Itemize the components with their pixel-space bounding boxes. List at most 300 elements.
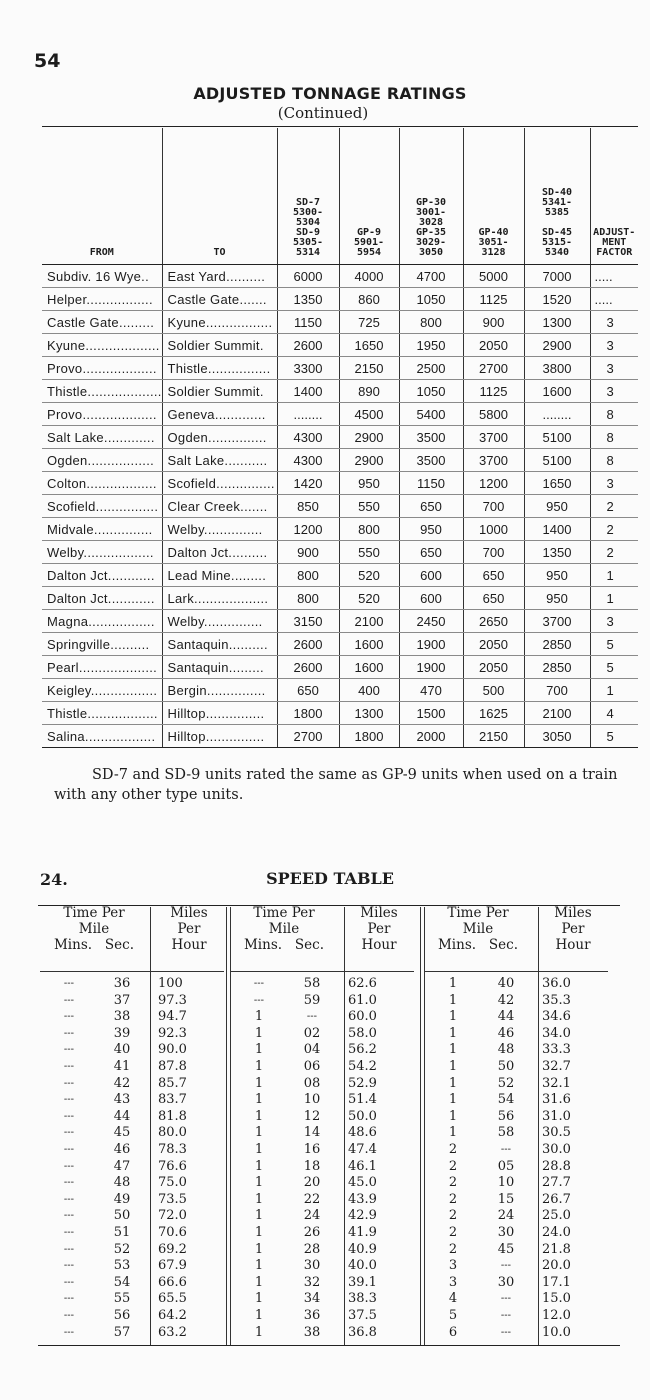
- cell-secs: 54: [113, 1274, 131, 1290]
- header-line: SD-40: [541, 187, 573, 198]
- cell-mins: 1: [448, 1125, 458, 1141]
- cell-mins: 4: [448, 1291, 458, 1307]
- cell-secs: 30: [303, 1258, 321, 1274]
- cell-sd7: 3150: [277, 610, 339, 633]
- cell-secs: 32: [303, 1274, 321, 1290]
- cell-secs: 54: [497, 1092, 515, 1108]
- cell-secs: 30: [497, 1274, 515, 1290]
- cell-gp30: 1150: [399, 472, 463, 495]
- cell-factor: .....: [590, 265, 638, 288]
- cell-secs: 50: [113, 1208, 131, 1224]
- cell-sd7: 6000: [277, 265, 339, 288]
- cell-sd40: 1650: [524, 472, 590, 495]
- cell-factor: 2: [590, 518, 638, 541]
- cell-mins: 1: [254, 1075, 264, 1091]
- cell-factor: 5: [590, 725, 638, 748]
- cell-from: Kyune...................: [42, 334, 162, 357]
- header-line: Per: [367, 921, 391, 937]
- cell-gp9: 1600: [339, 656, 399, 679]
- cell-secs: 50: [497, 1059, 515, 1074]
- cell-to: East Yard..........: [162, 265, 277, 288]
- cell-mins: ---: [63, 1243, 75, 1255]
- table-row: [42, 449, 638, 472]
- cell-to: Castle Gate.......: [162, 288, 277, 311]
- cell-mph: 31.6: [542, 1092, 571, 1108]
- column-header-factor: [590, 128, 638, 265]
- header-line: Hour: [361, 937, 397, 953]
- cell-sd7: 850: [277, 495, 339, 518]
- cell-factor: 1: [590, 564, 638, 587]
- header-line: Mile: [268, 921, 300, 937]
- cell-mins: ---: [63, 1027, 75, 1039]
- cell-to: Lark...................: [162, 587, 277, 610]
- time-per-mile-header: [38, 905, 150, 953]
- cell-mph: 39.1: [348, 1274, 377, 1290]
- cell-secs: 45: [497, 1241, 515, 1257]
- cell-to: Geneva.............: [162, 403, 277, 426]
- cell-gp9: 860: [339, 288, 399, 311]
- cell-to: Kyune.................: [162, 311, 277, 334]
- cell-mins: ---: [63, 1110, 75, 1122]
- cell-from: Subdiv. 16 Wye..: [42, 265, 162, 288]
- cell-secs: 43: [113, 1092, 131, 1108]
- cell-sd40: 1300: [524, 311, 590, 334]
- cell-mph: 69.2: [158, 1241, 187, 1257]
- cell-sd7: ........: [277, 403, 339, 426]
- header-line: 5315-: [541, 237, 573, 248]
- section-number: 24.: [40, 870, 68, 889]
- cell-mph: 85.7: [158, 1075, 187, 1091]
- cell-gp40: 1000: [463, 518, 524, 541]
- cell-gp30: 800: [399, 311, 463, 334]
- cell-mins: 1: [448, 992, 458, 1008]
- cell-to: Santaquin..........: [162, 633, 277, 656]
- cell-sd7: 2600: [277, 334, 339, 357]
- cell-secs: 45: [113, 1125, 131, 1141]
- miles-per-hour-header: [150, 905, 228, 953]
- cell-mph: 48.6: [348, 1125, 377, 1141]
- cell-mins: ---: [63, 1094, 75, 1106]
- cell-gp30: 2450: [399, 610, 463, 633]
- cell-sd40: 950: [524, 564, 590, 587]
- cell-mins: ---: [63, 1276, 75, 1288]
- speed-bottom-rule: [38, 1345, 620, 1346]
- cell-sd40: 2850: [524, 656, 590, 679]
- cell-sd40: 950: [524, 495, 590, 518]
- cell-to: Welby...............: [162, 518, 277, 541]
- cell-from: Magna.................: [42, 610, 162, 633]
- cell-mins: 1: [448, 1075, 458, 1091]
- cell-secs: 22: [303, 1191, 321, 1207]
- cell-mph: 27.7: [542, 1175, 571, 1191]
- cell-secs: 05: [497, 1158, 515, 1174]
- header-line: Mins. Sec.: [437, 937, 519, 953]
- cell-gp30: 2000: [399, 725, 463, 748]
- cell-mins: ---: [63, 1177, 75, 1189]
- cell-gp40: 2050: [463, 656, 524, 679]
- cell-from: Provo...................: [42, 403, 162, 426]
- cell-mins: 2: [448, 1225, 458, 1240]
- cell-mph: 50.0: [348, 1108, 377, 1124]
- column-header-gp9: [339, 128, 399, 265]
- cell-mph: 40.9: [348, 1241, 377, 1257]
- cell-mph: 21.8: [542, 1241, 571, 1257]
- cell-sd40: 3800: [524, 357, 590, 380]
- cell-mph: 36.0: [542, 976, 571, 991]
- header-line: Time Per: [63, 905, 125, 921]
- header-line: Mile: [462, 921, 494, 937]
- cell-factor: 3: [590, 472, 638, 495]
- cell-mph: 64.2: [158, 1308, 187, 1323]
- header-line: Per: [177, 921, 201, 937]
- header-line: ADJUST-: [593, 227, 636, 238]
- cell-sd40: 2850: [524, 633, 590, 656]
- header-line: SD-7: [295, 197, 321, 208]
- cell-from: Salt Lake.............: [42, 426, 162, 449]
- cell-sd7: 2600: [277, 633, 339, 656]
- table-row: [42, 334, 638, 357]
- table-row: [42, 587, 638, 610]
- cell-gp40: 3700: [463, 449, 524, 472]
- column-divider: [344, 907, 345, 1345]
- cell-secs: 39: [113, 1025, 131, 1041]
- cell-secs: 48: [113, 1175, 131, 1191]
- header-line: SD-9: [295, 227, 321, 238]
- cell-mph: 58.0: [348, 1025, 377, 1041]
- tonnage-title: ADJUSTED TONNAGE RATINGS: [193, 84, 467, 103]
- cell-secs: 10: [497, 1175, 515, 1191]
- cell-mph: 46.1: [348, 1158, 377, 1174]
- cell-to: Soldier Summit.: [162, 380, 277, 403]
- table-row: [42, 311, 638, 334]
- cell-mph: 37.5: [348, 1308, 377, 1323]
- cell-secs: 37: [113, 992, 131, 1008]
- table-row: [42, 357, 638, 380]
- cell-gp9: 890: [339, 380, 399, 403]
- cell-gp9: 550: [339, 495, 399, 518]
- table-row: [42, 265, 638, 288]
- header-line: Per: [561, 921, 585, 937]
- cell-factor: 5: [590, 633, 638, 656]
- cell-from: Ogden.................: [42, 449, 162, 472]
- header-line: MENT: [602, 237, 627, 248]
- header-line: Miles: [170, 905, 208, 921]
- cell-secs: 44: [497, 1009, 515, 1025]
- cell-sd7: 1800: [277, 702, 339, 725]
- cell-mph: 75.0: [158, 1175, 187, 1191]
- cell-factor: 8: [590, 403, 638, 426]
- header-line: Mile: [78, 921, 110, 937]
- cell-mins: 1: [448, 1092, 458, 1108]
- cell-mins: 1: [254, 1208, 264, 1224]
- cell-mins: 1: [254, 1175, 264, 1191]
- cell-mins: ---: [253, 994, 265, 1006]
- cell-secs: 14: [303, 1125, 321, 1141]
- cell-secs: 18: [303, 1158, 321, 1174]
- header-line: 3051-: [478, 237, 509, 248]
- header-line: 3001-: [415, 207, 447, 218]
- cell-gp9: 950: [339, 472, 399, 495]
- header-line: Mins. Sec.: [53, 937, 135, 953]
- cell-mph: 28.8: [542, 1158, 571, 1174]
- cell-mins: 2: [448, 1142, 458, 1157]
- header-line: 5314: [295, 247, 321, 258]
- header-rule: [424, 971, 608, 972]
- header-line: 5954: [356, 247, 382, 258]
- cell-mph: 17.1: [542, 1274, 571, 1290]
- cell-mins: 3: [448, 1274, 458, 1290]
- header-line: Miles: [554, 905, 592, 921]
- cell-from: Springville..........: [42, 633, 162, 656]
- column-divider: [538, 907, 539, 1345]
- cell-gp40: 5800: [463, 403, 524, 426]
- cell-gp9: 400: [339, 679, 399, 702]
- header-line: Miles: [360, 905, 398, 921]
- cell-mph: 54.2: [348, 1059, 377, 1074]
- cell-mph: 60.0: [348, 1009, 377, 1025]
- cell-factor: 5: [590, 656, 638, 679]
- cell-secs: 04: [303, 1042, 321, 1058]
- cell-mins: 1: [254, 1025, 264, 1041]
- cell-mins: 1: [448, 1059, 458, 1074]
- cell-mins: ---: [63, 1326, 75, 1338]
- cell-sd40: 3050: [524, 725, 590, 748]
- cell-mins: 1: [254, 1009, 264, 1025]
- cell-factor: 8: [590, 426, 638, 449]
- cell-sd7: 2700: [277, 725, 339, 748]
- cell-mins: 1: [254, 1308, 264, 1323]
- cell-mins: 1: [254, 1059, 264, 1074]
- cell-secs: 41: [113, 1059, 131, 1074]
- cell-mph: 80.0: [158, 1125, 187, 1141]
- cell-gp30: 600: [399, 587, 463, 610]
- header-line: 5300-: [292, 207, 324, 218]
- cell-secs: 46: [497, 1025, 515, 1041]
- cell-factor: 3: [590, 380, 638, 403]
- cell-gp9: 1650: [339, 334, 399, 357]
- cell-secs: 58: [497, 1125, 515, 1141]
- cell-secs: 58: [303, 976, 321, 991]
- cell-gp40: 5000: [463, 265, 524, 288]
- cell-secs: 56: [497, 1108, 515, 1124]
- cell-mph: 90.0: [158, 1042, 187, 1058]
- cell-factor: .....: [590, 288, 638, 311]
- cell-mph: 62.6: [348, 976, 377, 991]
- cell-gp9: 520: [339, 564, 399, 587]
- cell-sd7: 800: [277, 564, 339, 587]
- footnote-text: SD-7 and SD-9 units rated the same as GP-9 units when used on a train with any other type units.: [54, 767, 618, 803]
- cell-from: Pearl....................: [42, 656, 162, 679]
- cell-mins: ---: [253, 978, 265, 989]
- cell-gp30: 1900: [399, 633, 463, 656]
- cell-secs: 49: [113, 1191, 131, 1207]
- cell-from: Helper.................: [42, 288, 162, 311]
- cell-gp9: 1600: [339, 633, 399, 656]
- cell-secs: 06: [303, 1059, 321, 1074]
- cell-mins: 1: [254, 1241, 264, 1257]
- table-row: [42, 541, 638, 564]
- cell-mins: 1: [448, 1108, 458, 1124]
- cell-gp30: 1050: [399, 288, 463, 311]
- cell-from: Midvale...............: [42, 518, 162, 541]
- cell-factor: 2: [590, 541, 638, 564]
- cell-gp40: 650: [463, 564, 524, 587]
- cell-mins: 1: [254, 1225, 264, 1240]
- cell-to: Lead Mine.........: [162, 564, 277, 587]
- cell-gp30: 4700: [399, 265, 463, 288]
- cell-secs: 44: [113, 1108, 131, 1124]
- cell-gp30: 1050: [399, 380, 463, 403]
- cell-mph: 26.7: [542, 1191, 571, 1207]
- cell-gp30: 600: [399, 564, 463, 587]
- cell-secs: ---: [306, 1011, 318, 1023]
- cell-mph: 70.6: [158, 1225, 187, 1240]
- cell-to: Soldier Summit.: [162, 334, 277, 357]
- cell-sd7: 800: [277, 587, 339, 610]
- cell-mins: 1: [448, 1025, 458, 1041]
- cell-mph: 10.0: [542, 1324, 571, 1340]
- cell-sd7: 2600: [277, 656, 339, 679]
- column-header-gp40: [463, 128, 524, 265]
- cell-gp9: 4000: [339, 265, 399, 288]
- cell-sd40: 1600: [524, 380, 590, 403]
- cell-mins: 1: [254, 1092, 264, 1108]
- cell-mins: ---: [63, 1160, 75, 1172]
- cell-mph: 56.2: [348, 1042, 377, 1058]
- cell-gp40: 650: [463, 587, 524, 610]
- cell-gp30: 650: [399, 541, 463, 564]
- cell-secs: 40: [113, 1042, 131, 1058]
- header-line: 5341-: [541, 197, 573, 208]
- cell-sd40: ........: [524, 403, 590, 426]
- cell-gp40: 1125: [463, 380, 524, 403]
- cell-to: Hilltop...............: [162, 725, 277, 748]
- cell-from: Provo...................: [42, 357, 162, 380]
- cell-mph: 32.1: [542, 1075, 571, 1091]
- cell-mins: ---: [63, 1310, 75, 1321]
- cell-sd40: 950: [524, 587, 590, 610]
- cell-mins: 2: [448, 1175, 458, 1191]
- cell-sd7: 1200: [277, 518, 339, 541]
- tonnage-footnote: [54, 765, 624, 805]
- table-row: [42, 679, 638, 702]
- cell-to: Bergin...............: [162, 679, 277, 702]
- cell-gp40: 2650: [463, 610, 524, 633]
- cell-mph: 76.6: [158, 1158, 187, 1174]
- column-header-to: [162, 128, 277, 265]
- cell-gp30: 470: [399, 679, 463, 702]
- cell-mins: 1: [254, 1125, 264, 1141]
- cell-mph: 33.3: [542, 1042, 571, 1058]
- speed-table-title: SPEED TABLE: [266, 869, 394, 888]
- cell-mins: 1: [254, 1258, 264, 1274]
- cell-secs: 15: [497, 1191, 515, 1207]
- cell-secs: 38: [303, 1324, 321, 1340]
- cell-sd7: 1350: [277, 288, 339, 311]
- page-number: 54: [34, 50, 61, 72]
- column-header-sd40: [524, 128, 590, 265]
- group-divider: [226, 907, 231, 1345]
- cell-mph: 78.3: [158, 1142, 187, 1157]
- table-row: [42, 725, 638, 748]
- header-line: TO: [213, 247, 226, 258]
- cell-to: Santaquin.........: [162, 656, 277, 679]
- header-line: Hour: [555, 937, 591, 953]
- cell-mph: 67.9: [158, 1258, 187, 1274]
- cell-mins: ---: [63, 1227, 75, 1238]
- cell-secs: 36: [113, 976, 131, 991]
- cell-mins: ---: [63, 1127, 75, 1139]
- cell-secs: 12: [303, 1108, 321, 1124]
- cell-gp9: 1300: [339, 702, 399, 725]
- cell-sd40: 1520: [524, 288, 590, 311]
- cell-from: Keigley.................: [42, 679, 162, 702]
- cell-gp40: 1625: [463, 702, 524, 725]
- cell-secs: 24: [303, 1208, 321, 1224]
- cell-gp40: 1200: [463, 472, 524, 495]
- cell-mph: 38.3: [348, 1291, 377, 1307]
- cell-sd7: 1150: [277, 311, 339, 334]
- cell-gp9: 2100: [339, 610, 399, 633]
- cell-gp40: 900: [463, 311, 524, 334]
- cell-mins: ---: [63, 1210, 75, 1222]
- cell-mins: 1: [448, 1009, 458, 1025]
- cell-mph: 52.9: [348, 1075, 377, 1091]
- cell-secs: ---: [500, 1260, 512, 1272]
- cell-mph: 72.0: [158, 1208, 187, 1224]
- cell-gp40: 2700: [463, 357, 524, 380]
- cell-secs: 59: [303, 992, 321, 1008]
- cell-mph: 30.5: [542, 1125, 571, 1141]
- cell-gp30: 2500: [399, 357, 463, 380]
- cell-sd40: 1400: [524, 518, 590, 541]
- cell-to: Scofield...............: [162, 472, 277, 495]
- cell-mph: 83.7: [158, 1092, 187, 1108]
- cell-gp9: 520: [339, 587, 399, 610]
- cell-to: Ogden...............: [162, 426, 277, 449]
- cell-secs: 16: [303, 1142, 321, 1157]
- cell-secs: ---: [500, 1310, 512, 1321]
- header-line: Time Per: [447, 905, 509, 921]
- header-line: SD-45: [541, 227, 573, 238]
- header-line: 5385: [544, 207, 570, 218]
- cell-mins: 2: [448, 1208, 458, 1224]
- cell-gp30: 1950: [399, 334, 463, 357]
- cell-from: Colton..................: [42, 472, 162, 495]
- cell-mph: 92.3: [158, 1025, 187, 1041]
- cell-mins: ---: [63, 1193, 75, 1205]
- cell-secs: ---: [500, 1326, 512, 1338]
- cell-mins: 1: [254, 1191, 264, 1207]
- cell-mph: 34.0: [542, 1025, 571, 1041]
- table-row: [42, 426, 638, 449]
- cell-secs: 51: [113, 1225, 131, 1240]
- cell-mph: 31.0: [542, 1108, 571, 1124]
- header-line: Hour: [171, 937, 207, 953]
- cell-mins: 1: [254, 1042, 264, 1058]
- table-top-rule: [42, 126, 638, 127]
- cell-sd7: 3300: [277, 357, 339, 380]
- cell-mins: ---: [63, 1260, 75, 1272]
- cell-sd7: 1420: [277, 472, 339, 495]
- cell-factor: 4: [590, 702, 638, 725]
- table-row: [42, 472, 638, 495]
- cell-mph: 94.7: [158, 1009, 187, 1025]
- cell-sd40: 1350: [524, 541, 590, 564]
- cell-sd40: 3700: [524, 610, 590, 633]
- cell-factor: 3: [590, 357, 638, 380]
- header-line: 5340: [544, 247, 570, 258]
